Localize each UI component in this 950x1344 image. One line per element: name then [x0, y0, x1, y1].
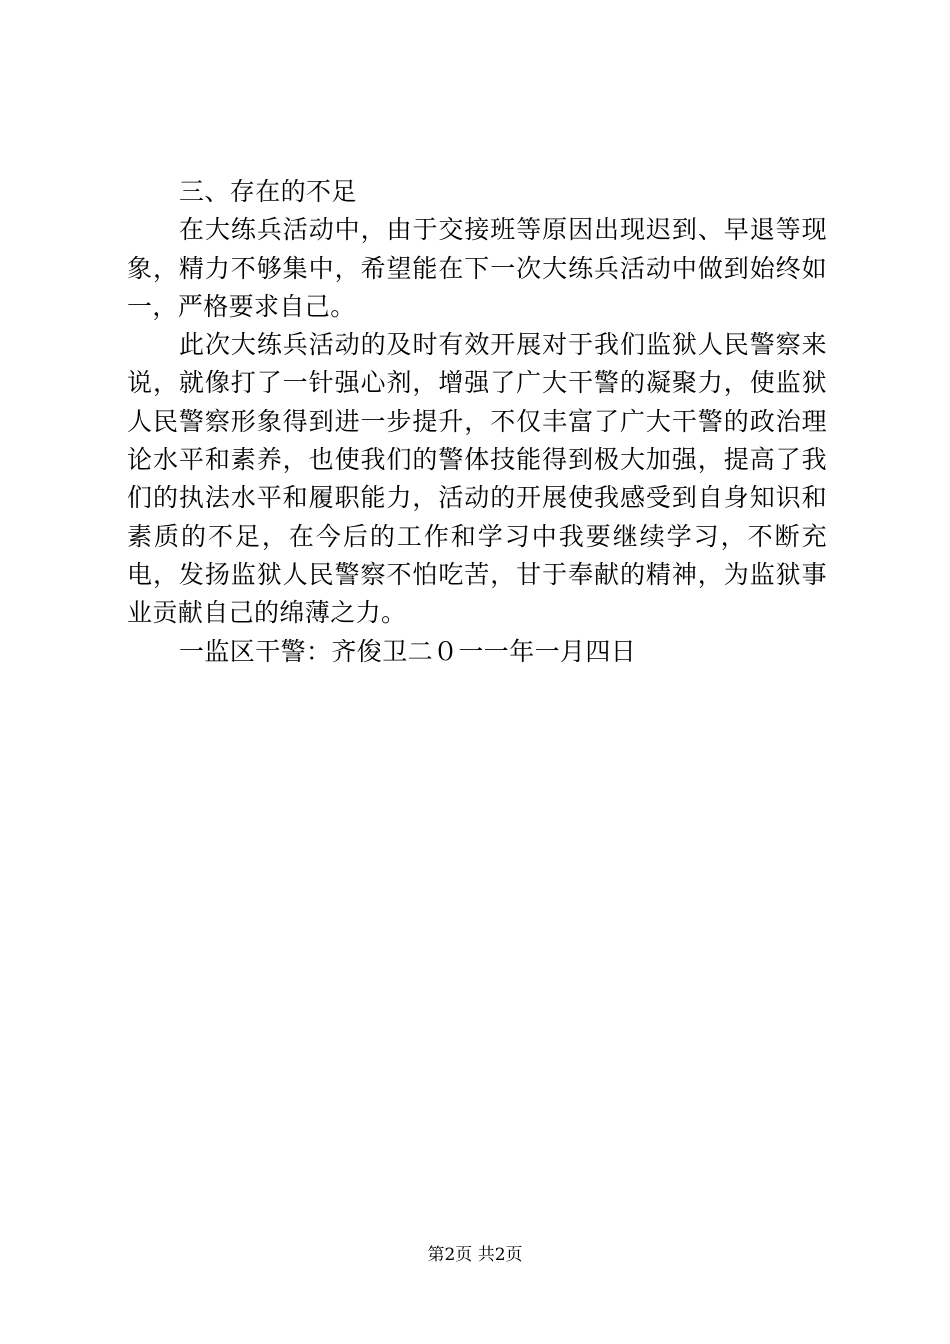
- paragraph-shortcomings: 在大练兵活动中，由于交接班等原因出现迟到、早退等现象，精力不够集中，希望能在下一次大练兵活动中做到始终如一，严格要求自己。: [127, 215, 827, 321]
- paragraph-summary: 此次大练兵活动的及时有效开展对于我们监狱人民警察来说，就像打了一针强心剂，增强了广大干警的凝聚力，使监狱人民警察形象得到进一步提升，不仅丰富了广大干警的政治理论水平和素养，也使我们的警体技能得到极大加强，提高了我们的执法水平和履职能力，活动的开展使我感受到自身知识和素质的不足，在今后的工作和学习中我要继续学习，不断充电，发扬监狱人民警察不怕吃苦，甘于奉献的精神，为监狱事业贡献自己的绵薄之力。: [127, 330, 827, 628]
- document-body: [127, 173, 827, 671]
- signature-line: 一监区干警：齐俊卫二０一一年一月四日: [179, 636, 637, 666]
- page-footer: 第2页 共2页: [427, 1245, 523, 1265]
- section-heading: 三、存在的不足: [179, 177, 357, 206]
